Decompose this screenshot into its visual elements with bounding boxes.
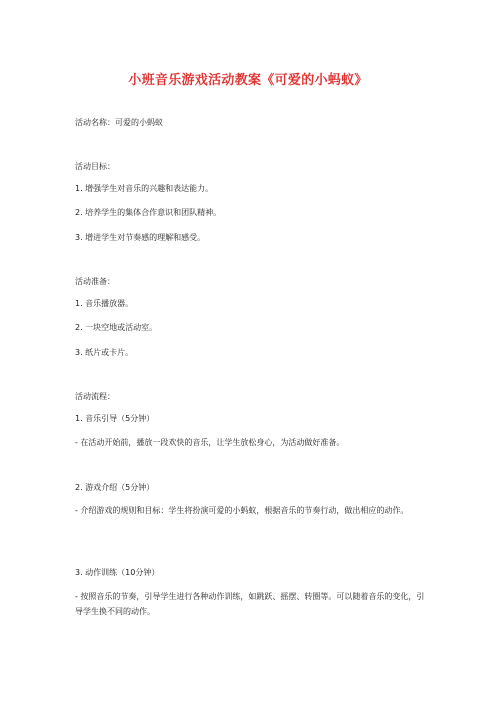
goal-item-3: 3. 增进学生对节奏感的理解和感受。 [75,233,206,242]
process-step-3-title: 3. 动作训练（10分钟） [75,568,160,577]
document-title: 小班音乐游戏活动教案《可爱的小蚂蚁》 [128,73,368,88]
activity-name: 活动名称：可爱的小蚂蚁 [75,118,163,127]
process-step-1-text: - 在活动开始前，播放一段欢快的音乐，让学生放松身心，为活动做好准备。 [75,438,345,447]
goal-item-1: 1. 增强学生对音乐的兴趣和表达能力。 [75,184,214,193]
goals-heading: 活动目标： [75,162,115,171]
preparation-heading: 活动准备： [75,277,115,286]
process-step-3-text: - 按照音乐的节奏，引导学生进行各种动作训练，如跳跃、摇摆、转圈等。可以随着音乐的变化，引导学生换不同的动作。 [75,592,425,616]
process-heading: 活动流程： [75,392,115,401]
process-step-1-title: 1. 音乐引导（5分钟） [75,414,155,423]
preparation-item-3: 3. 纸片或卡片。 [75,348,134,357]
preparation-item-1: 1. 音乐播放器。 [75,299,134,308]
process-step-2-text: - 介绍游戏的规则和目标：学生将扮演可爱的小蚂蚁，根据音乐的节奏行动，做出相应的动作。 [75,506,409,515]
goal-item-2: 2. 培养学生的集体合作意识和团队精神。 [75,208,222,217]
preparation-item-2: 2. 一块空地或活动室。 [75,323,158,332]
process-step-2-title: 2. 游戏介绍（5分钟） [75,483,155,492]
